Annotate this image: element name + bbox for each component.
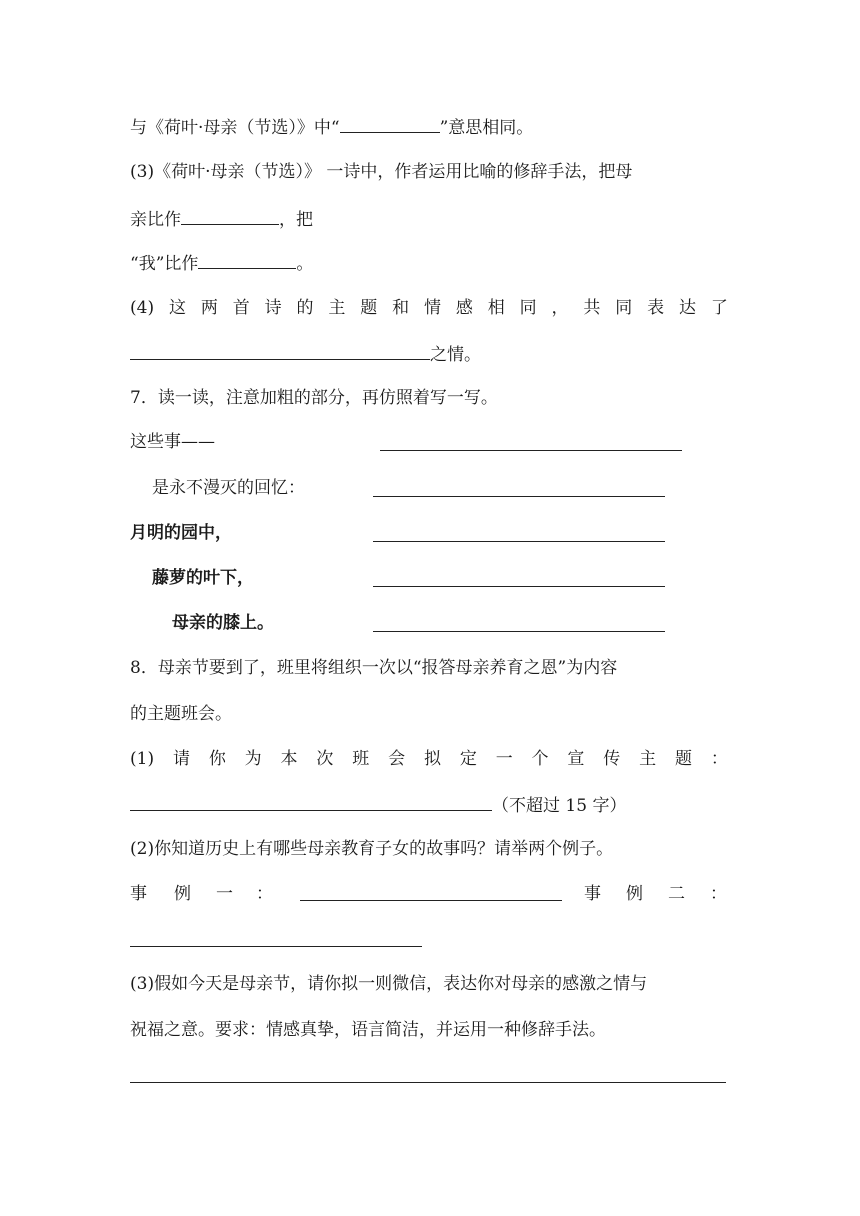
q7-poem-line-2: 是永不漫灭的回忆： bbox=[152, 478, 305, 498]
q8-1-char: 题 bbox=[674, 749, 692, 769]
q8-1-char: 会 bbox=[388, 749, 406, 769]
q6-4-char: 表 bbox=[647, 298, 665, 318]
answer-blank[interactable] bbox=[340, 114, 440, 133]
q6-4-char: ， bbox=[551, 298, 569, 318]
q8-2-line: (2)你知道历史上有哪些母亲教育子女的故事吗？请举两个例子。 bbox=[130, 839, 614, 859]
q6-4-char: 和 bbox=[392, 298, 410, 318]
q8-1-char: 本 bbox=[280, 749, 298, 769]
q7-answer-line-5[interactable] bbox=[373, 631, 665, 632]
q6-4-char: 同 bbox=[615, 298, 633, 318]
q6-4-line1 bbox=[130, 296, 728, 320]
example-2-blank[interactable] bbox=[130, 946, 422, 947]
q8-1-note: （不超过 15 字） bbox=[492, 796, 627, 816]
q6-4-char: 诗 bbox=[264, 298, 282, 318]
answer-blank[interactable] bbox=[130, 792, 492, 811]
q8-line-1: 8．母亲节要到了，班里将组织一次以“报答母亲养育之恩”为内容 bbox=[130, 658, 618, 678]
q6-4-char: 感 bbox=[455, 298, 473, 318]
q6-4-char: 主 bbox=[328, 298, 346, 318]
q8-1-char: 一 bbox=[495, 749, 513, 769]
q6-4-line2-post: 之情。 bbox=[430, 345, 481, 365]
q6-4-char: 同 bbox=[519, 298, 537, 318]
q6-4-char: 题 bbox=[360, 298, 378, 318]
q8-1-char: 拟 bbox=[423, 749, 441, 769]
q6-4-char: 的 bbox=[296, 298, 314, 318]
q6-continuation-line bbox=[130, 114, 533, 140]
q8-1-line2 bbox=[130, 792, 626, 818]
example-char: 例 bbox=[626, 884, 643, 904]
answer-blank[interactable] bbox=[130, 341, 430, 360]
q6-3-line2-post: ，把 bbox=[279, 210, 313, 230]
q8-1-char: 为 bbox=[244, 749, 262, 769]
q8-3-line2: 祝福之意。要求：情感真挚，语言简洁，并运用一种修辞手法。 bbox=[130, 1020, 606, 1040]
q6-4-char: 这 bbox=[168, 298, 186, 318]
q8-3-line1: (3)假如今天是母亲节，请你拟一则微信，表达你对母亲的感激之情与 bbox=[130, 974, 648, 994]
example-char: 事 bbox=[584, 884, 601, 904]
q7-answer-line-3[interactable] bbox=[373, 541, 665, 542]
example-char: 一 bbox=[216, 884, 233, 904]
q7-poem-line-3: 月明的园中， bbox=[130, 523, 232, 543]
q6-4-char: 两 bbox=[200, 298, 218, 318]
q6-3-line3-pre: “我”比作 bbox=[130, 254, 199, 274]
example-1-blank[interactable] bbox=[300, 882, 562, 901]
q7-answer-line-2[interactable] bbox=[373, 496, 665, 497]
q8-1-char: 宣 bbox=[567, 749, 585, 769]
q6-continuation-post: ”意思相同。 bbox=[439, 118, 534, 138]
example-char: 事 bbox=[130, 884, 147, 904]
q6-4-char: 了 bbox=[710, 298, 728, 318]
q6-3-line2 bbox=[130, 206, 313, 232]
q8-1-char: 班 bbox=[352, 749, 370, 769]
q6-4-char: 达 bbox=[678, 298, 696, 318]
q6-4-char: 相 bbox=[487, 298, 505, 318]
q7-poem-line-5: 母亲的膝上。 bbox=[172, 613, 274, 633]
q6-4-char: 情 bbox=[423, 298, 441, 318]
q8-1-char: 定 bbox=[459, 749, 477, 769]
q7-poem-line-1: 这些事—— bbox=[130, 432, 215, 452]
q8-line-2: 的主题班会。 bbox=[130, 704, 232, 724]
q6-3-line3-post: 。 bbox=[296, 254, 314, 274]
q8-1-char: 请 bbox=[172, 749, 190, 769]
answer-blank[interactable] bbox=[181, 206, 279, 225]
example-char: 二 bbox=[668, 884, 685, 904]
q6-continuation-pre: 与《荷叶·母亲（节选）》中“ bbox=[130, 118, 340, 138]
q8-1-char: (1) bbox=[130, 749, 155, 769]
example-char: ： bbox=[710, 884, 727, 904]
answer-blank[interactable] bbox=[198, 250, 296, 269]
q6-4-line2 bbox=[130, 341, 481, 367]
q7-answer-line-1[interactable] bbox=[380, 450, 682, 451]
example-char: 例 bbox=[174, 884, 191, 904]
q8-1-char: 主 bbox=[639, 749, 657, 769]
q8-3-answer-line[interactable] bbox=[130, 1082, 726, 1083]
q6-3-line2-pre: 亲比作 bbox=[130, 210, 181, 230]
q8-1-char: 传 bbox=[603, 749, 621, 769]
q8-1-line1 bbox=[130, 747, 728, 771]
q8-1-char: 次 bbox=[316, 749, 334, 769]
q6-3-line3 bbox=[130, 250, 313, 276]
q8-1-char: ： bbox=[710, 749, 728, 769]
q7-answer-line-4[interactable] bbox=[373, 586, 665, 587]
q8-1-char: 你 bbox=[208, 749, 226, 769]
q8-1-char: 个 bbox=[531, 749, 549, 769]
example-char: ： bbox=[256, 884, 273, 904]
q6-4-char: 首 bbox=[232, 298, 250, 318]
q7-title: 7．读一读，注意加粗的部分，再仿照着写一写。 bbox=[130, 388, 498, 408]
q6-4-char: (4) bbox=[130, 298, 155, 318]
q6-4-char: 共 bbox=[583, 298, 601, 318]
q7-poem-line-4: 藤萝的叶下， bbox=[152, 568, 254, 588]
q6-3-line1: (3)《荷叶·母亲（节选）》 一诗中，作者运用比喻的修辞手法，把母 bbox=[130, 162, 633, 182]
